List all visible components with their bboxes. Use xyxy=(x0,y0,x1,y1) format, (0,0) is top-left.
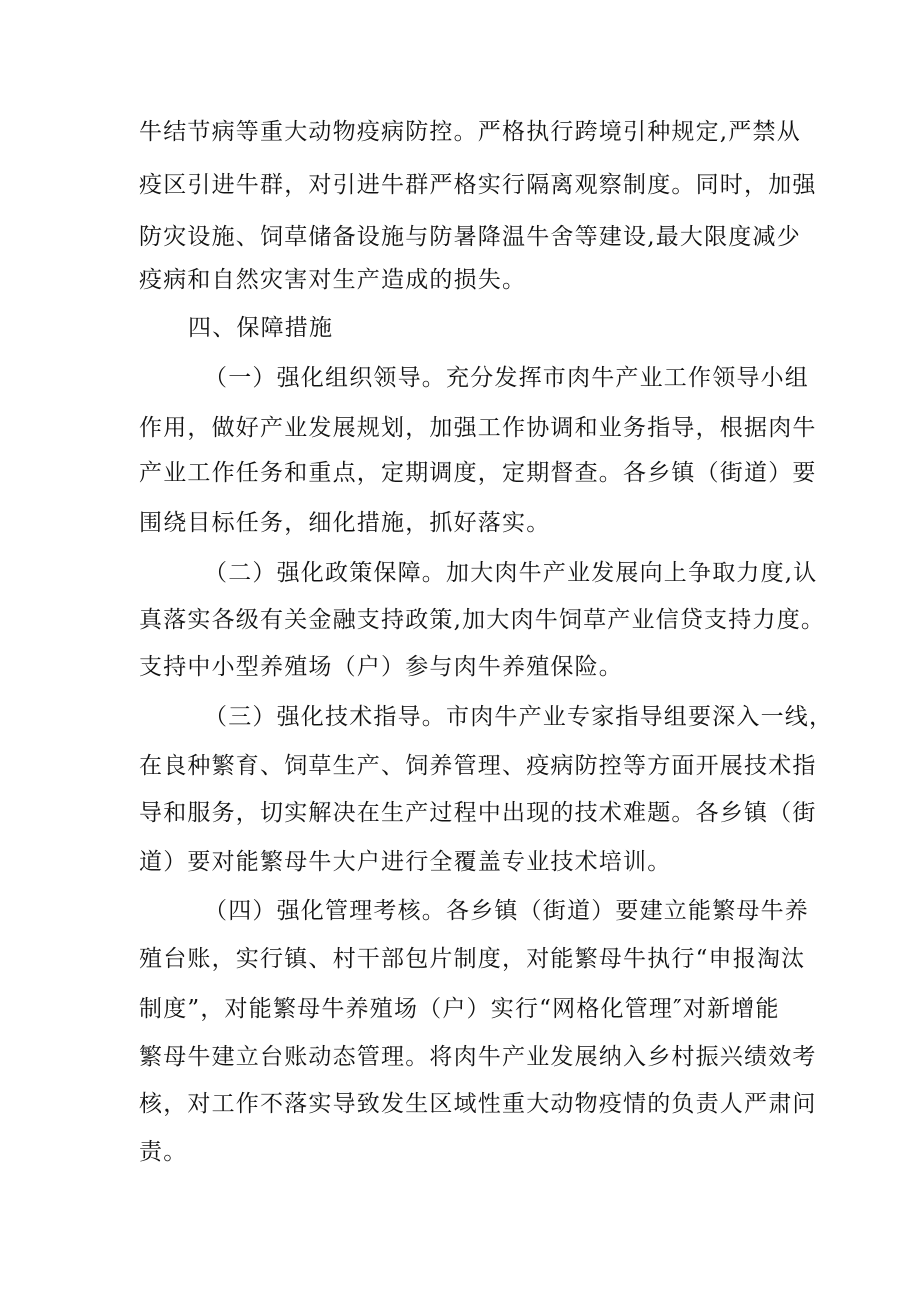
paragraph-line: （四）强化管理考核。各乡镇（街道）要建立能繁母牛养 xyxy=(204,898,809,924)
paragraph-line: 产业工作任务和重点，定期调度，定期督查。各乡镇（街道）要 xyxy=(139,460,817,486)
paragraph-line: 制度”，对能繁母牛养殖场（户）实行“网格化管理″对新增能 xyxy=(139,996,780,1022)
paragraph-line: 殖台账，实行镇、村干部包片制度，对能繁母牛执行“申报淘汰 xyxy=(139,946,806,972)
paragraph-line: 导和服务，切实解决在生产过程中出现的技术难题。各乡镇（街 xyxy=(139,800,817,826)
paragraph-line: 作用，做好产业发展规划，加强工作协调和业务指导，根据肉牛 xyxy=(139,415,817,441)
paragraph-line: 疫区引进牛群，对引进牛群严格实行隔离观察制度。同时，加强 xyxy=(139,172,817,198)
paragraph-line: 围绕目标任务，细化措施，抓好落实。 xyxy=(139,510,551,536)
paragraph-line: 真落实各级有关金融支持政策,加大肉牛饲草产业信贷支持力度。 xyxy=(139,607,826,633)
paragraph-line: （二）强化政策保障。加大肉牛产业发展向上争取力度,认 xyxy=(204,560,818,586)
paragraph-line: （一）强化组织领导。充分发挥市肉牛产业工作领导小组 xyxy=(204,365,809,391)
paragraph-line: 牛结节病等重大动物疫病防控。严格执行跨境引种规定,严禁从 xyxy=(139,119,801,145)
paragraph-line: （三）强化技术指导。市肉牛产业专家指导组要深入一线， xyxy=(204,704,834,730)
paragraph-line: 核，对工作不落实导致发生区域性重大动物疫情的负责人严肃问 xyxy=(139,1091,817,1117)
paragraph-line: 疫病和自然灾害对生产造成的损失。 xyxy=(139,267,527,293)
paragraph-line: 支持中小型养殖场（户）参与肉牛养殖保险。 xyxy=(139,654,623,680)
paragraph-line: 繁母牛建立台账动态管理。将肉牛产业发展纳入乡村振兴绩效考 xyxy=(139,1044,817,1070)
paragraph-line: 在良种繁育、饲草生产、饲养管理、疫病防控等方面开展技术指 xyxy=(139,753,817,779)
section-heading: 四、保障措施 xyxy=(188,315,334,341)
paragraph-line: 责。 xyxy=(139,1139,188,1165)
paragraph-line: 防灾设施、饲草储备设施与防暑降温牛舍等建设,最大限度减少 xyxy=(139,224,801,250)
paragraph-line: 道）要对能繁母牛大户进行全覆盖专业技术培训。 xyxy=(139,849,672,875)
